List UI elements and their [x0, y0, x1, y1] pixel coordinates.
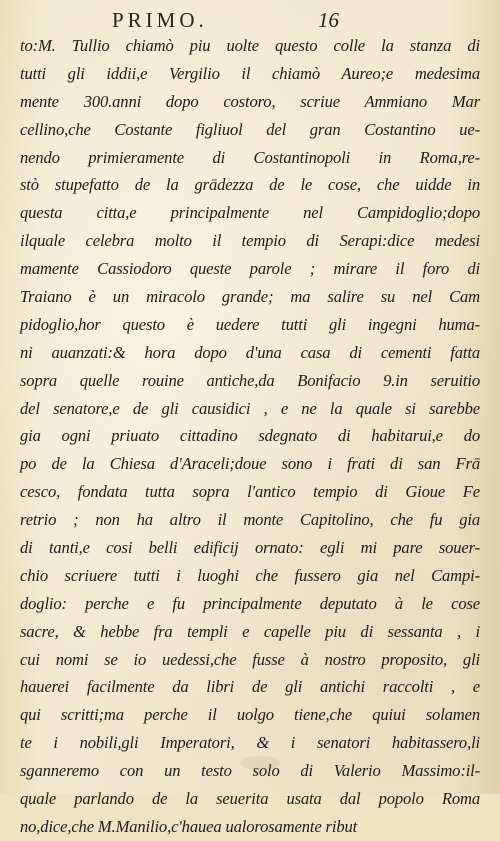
text-line: po de la Chiesa d'Araceli;doue sono i frati di san Frā: [20, 454, 480, 474]
page-number: 16: [318, 8, 339, 32]
text-line: del senatore,e de gli causidici , e ne la quale si sarebbe: [20, 398, 480, 418]
text-line: te i nobili,gli Imperatori, & i senatori habitassero,li: [20, 733, 480, 753]
text-line: nendo primieramente di Costantinopoli in Roma,re-: [20, 147, 480, 167]
show-through-mark: [240, 756, 280, 770]
text-line: qui scritti;ma perche il uolgo tiene,che quiui solamen: [20, 705, 480, 725]
text-line: cesco, fondata tutta sopra l'antico tempio di Gioue Fe: [20, 482, 480, 502]
text-line: hauerei facilmente da libri de gli antichi raccolti , e: [20, 677, 480, 697]
running-head: [0, 8, 500, 34]
text-line: quale parlando de la seuerita usata dal popolo Roma: [20, 789, 480, 809]
text-line: gia ogni priuato cittadino sdegnato di habitarui,e do: [20, 426, 480, 446]
text-line: sganneremo con un testo solo di Valerio Massimo:il-: [20, 761, 480, 781]
text-line: retrio ; non ha altro il monte Capitolino, che fu gia: [20, 510, 480, 530]
text-line: chio scriuere tutti i luoghi che fussero gia nel Campi-: [20, 565, 480, 585]
text-line: mamente Cassiodoro queste parole ; mirare il foro di: [20, 259, 480, 279]
text-line: no,dice,che M.Manilio,c'hauea ualorosamente ribut: [20, 816, 358, 836]
text-line: Traiano è un miracolo grande; ma salire su nel Cam: [20, 287, 480, 307]
text-line: ni auanzati:& hora dopo d'una casa di cementi fatta: [20, 342, 480, 362]
text-line: sacre, & hebbe fra templi e capelle piu di sessanta , i: [20, 621, 480, 641]
text-line: sopra quelle rouine antiche,da Bonifacio 9.in seruitio: [20, 370, 480, 390]
text-line: ilquale celebra molto il tempio di Serapi:dice medesi: [20, 231, 480, 251]
text-line: doglio: perche e fu principalmente deputato à le cose: [20, 593, 480, 613]
text-line: pidoglio,hor questo è uedere tutti gli ingegni huma-: [20, 314, 480, 334]
text-line: stò stupefatto de la grādezza de le cose, che uidde in: [20, 175, 480, 195]
text-line: di tanti,e cosi belli edificij ornato: egli mi pare souer-: [20, 538, 480, 558]
text-line: mente 300.anni dopo costoro, scriue Ammiano Mar: [20, 91, 480, 111]
text-line: cellino,che Costante figliuol del gran Costantino ue-: [20, 119, 480, 139]
running-head-title: PRIMO.: [112, 8, 208, 32]
text-line: questa citta,e principalmente nel Campidoglio;dopo: [20, 203, 480, 223]
text-line: to:M. Tullio chiamò piu uolte questo colle la stanza di: [20, 36, 480, 55]
text-line: tutti gli iddii,e Vergilio il chiamò Aureo;e medesima: [20, 63, 480, 83]
text-line: cui nomi se io uedessi,che fusse à nostro proposito, gli: [20, 649, 480, 669]
body-text: [20, 32, 480, 841]
